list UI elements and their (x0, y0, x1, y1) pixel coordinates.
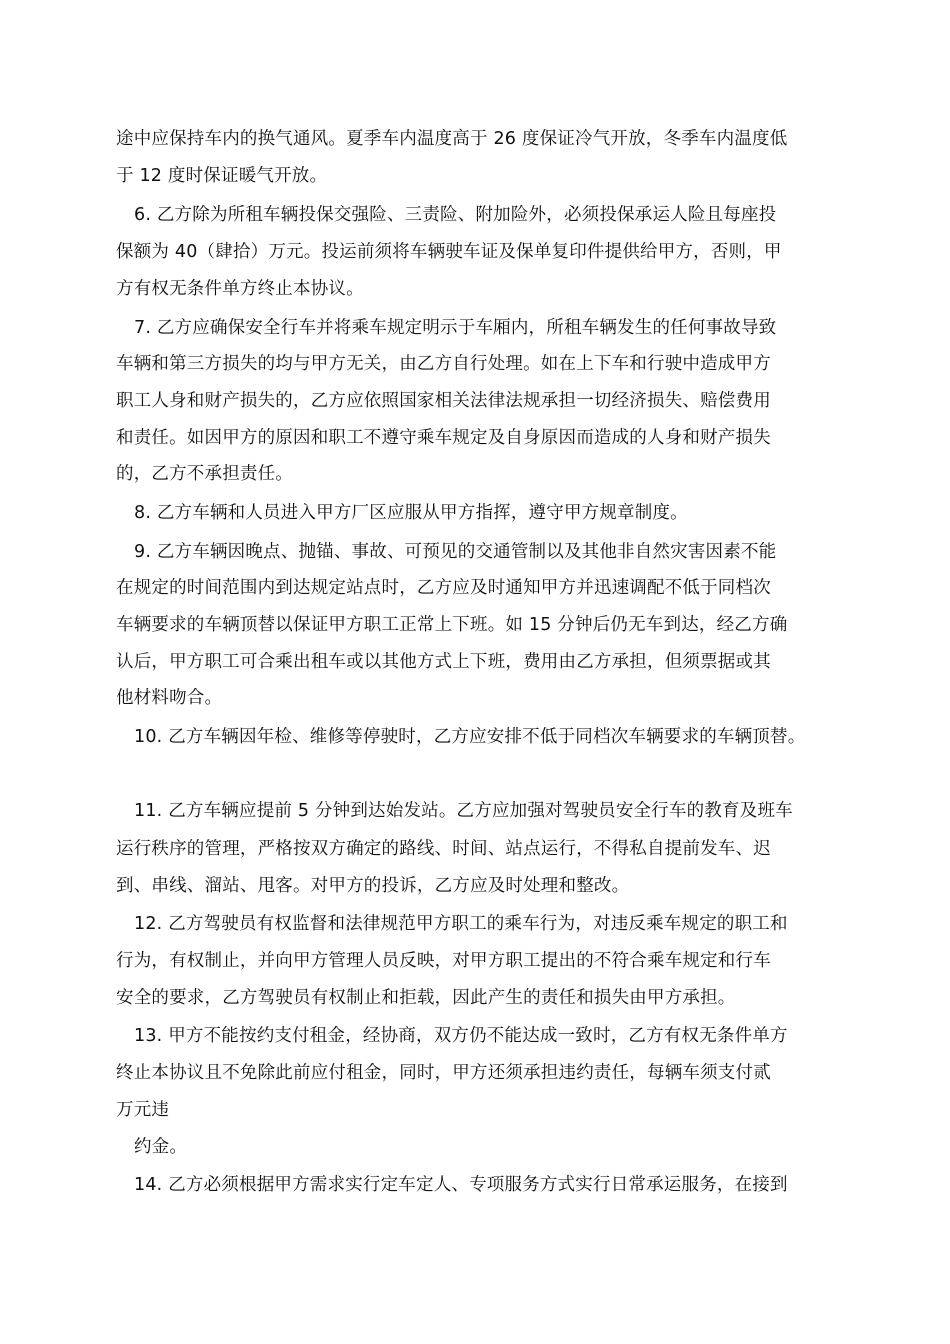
text-line: 他材料吻合。 (116, 688, 223, 708)
text-line: 行为，有权制止，并向甲方管理人员反映，对甲方职工提出的不符合乘车规定和行车 (116, 951, 771, 971)
text-line: 和责任。如因甲方的原因和职工不遵守乘车规定及自身原因而造成的人身和财产损失 (116, 428, 771, 448)
text-line: 方有权无条件单方终止本协议。 (116, 279, 364, 299)
text-line: 约金。 (134, 1137, 188, 1157)
text-line: 职工人身和财产损失的，乙方应依照国家相关法律法规承担一切经济损失、赔偿费用 (116, 391, 771, 411)
clause-12-line: 12. 乙方驾驶员有权监督和法律规范甲方职工的乘车行为，对违反乘车规定的职工和 (134, 914, 788, 934)
text-line: 到、串线、溜站、甩客。对甲方的投诉，乙方应及时处理和整改。 (116, 876, 630, 896)
clause-9-line: 9. 乙方车辆因晚点、抛锚、事故、可预见的交通管制以及其他非自然灾害因素不能 (134, 542, 777, 562)
clause-8-line: 8. 乙方车辆和人员进入甲方厂区应服从甲方指挥，遵守甲方规章制度。 (134, 503, 688, 523)
text-line: 在规定的时间范围内到达规定站点时，乙方应及时通知甲方并迅速调配不低于同档次 (116, 578, 771, 598)
text-line: 运行秩序的管理，严格按双方确定的路线、时间、站点运行，不得私自提前发车、迟 (116, 839, 771, 859)
clause-6-line: 6. 乙方除为所租车辆投保交强险、三责险、附加险外，必须投保承运人险且每座投 (134, 205, 777, 225)
text-line: 于 12 度时保证暖气开放。 (116, 166, 328, 186)
text-line: 保额为 40（肆拾）万元。投运前须将车辆驶车证及保单复印件提供给甲方，否则，甲 (116, 242, 782, 262)
clause-11-line: 11. 乙方车辆应提前 5 分钟到达始发站。乙方应加强对驾驶员安全行车的教育及班车 (134, 801, 793, 821)
text-line: 万元违 (116, 1100, 170, 1120)
clause-14-line: 14. 乙方必须根据甲方需求实行定车定人、专项服务方式实行日常承运服务，在接到 (134, 1175, 788, 1195)
clause-7-line: 7. 乙方应确保安全行车并将乘车规定明示于车厢内，所租车辆发生的任何事故导致 (134, 318, 777, 338)
text-line: 途中应保持车内的换气通风。夏季车内温度高于 26 度保证冷气开放，冬季车内温度低 (116, 129, 788, 149)
text-line: 车辆和第三方损失的均与甲方无关，由乙方自行处理。如在上下车和行驶中造成甲方 (116, 354, 771, 374)
text-line: 车辆要求的车辆顶替以保证甲方职工正常上下班。如 15 分钟后仍无车到达，经乙方确 (116, 615, 788, 635)
text-line: 认后，甲方职工可合乘出租车或以其他方式上下班，费用由乙方承担，但须票据或其 (116, 652, 771, 672)
clause-13-line: 13. 甲方不能按约支付租金，经协商，双方仍不能达成一致时，乙方有权无条件单方 (134, 1026, 788, 1046)
text-line: 安全的要求，乙方驾驶员有权制止和拒载，因此产生的责任和损失由甲方承担。 (116, 988, 736, 1008)
clause-10-line: 10. 乙方车辆因年检、维修等停驶时，乙方应安排不低于同档次车辆要求的车辆顶替。 (134, 727, 806, 747)
text-line: 的，乙方不承担责任。 (116, 464, 293, 484)
text-line: 终止本协议且不免除此前应付租金，同时，甲方还须承担违约责任，每辆车须支付贰 (116, 1063, 771, 1083)
